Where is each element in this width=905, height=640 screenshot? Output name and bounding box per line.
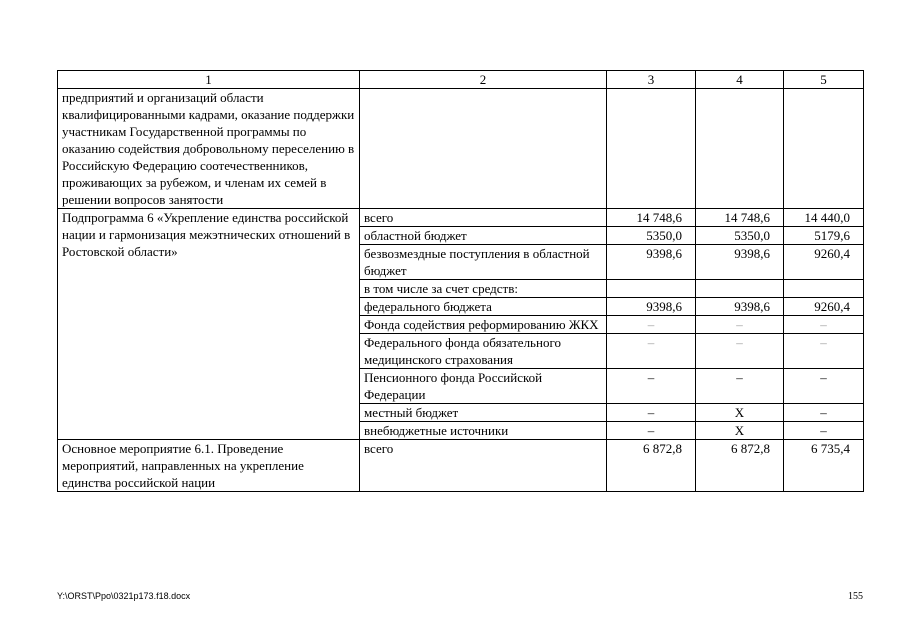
- source-cell: Пенсионного фонда Российской Федерации: [360, 369, 607, 404]
- value-cell: 9398,6: [696, 245, 784, 280]
- table-row: [58, 440, 864, 492]
- value-cell: [607, 89, 696, 209]
- source-cell: местный бюджет: [360, 404, 607, 422]
- value-cell: –: [784, 334, 864, 369]
- value-cell: 5350,0: [607, 227, 696, 245]
- column-number-row: [58, 71, 864, 89]
- value-cell: [784, 89, 864, 209]
- value-cell: –: [607, 404, 696, 422]
- source-cell: внебюджетные источники: [360, 422, 607, 440]
- budget-table: [57, 70, 864, 492]
- value-cell: –: [784, 316, 864, 334]
- value-cell: Х: [696, 422, 784, 440]
- value-cell: 9260,4: [784, 298, 864, 316]
- value-cell: –: [607, 369, 696, 404]
- source-cell: областной бюджет: [360, 227, 607, 245]
- value-cell: [784, 280, 864, 298]
- source-cell: Федерального фонда обязательного медицинского страхования: [360, 334, 607, 369]
- value-cell: 9398,6: [607, 298, 696, 316]
- table-row: [58, 209, 864, 227]
- value-cell: Х: [696, 404, 784, 422]
- subprogram-name-cell: Подпрограмма 6 «Укрепление единства российской нации и гармонизация межэтнических отношений в Ростовской области»: [58, 209, 360, 440]
- value-cell: 5179,6: [784, 227, 864, 245]
- column-number: 4: [696, 71, 784, 89]
- source-cell: в том числе за счет средств:: [360, 280, 607, 298]
- table-row: [58, 89, 864, 209]
- value-cell: –: [784, 404, 864, 422]
- action-name-cell: Основное мероприятие 6.1. Проведение мероприятий, направленных на укрепление единства российской нации: [58, 440, 360, 492]
- column-number: 1: [58, 71, 360, 89]
- value-cell: –: [696, 316, 784, 334]
- value-cell: –: [696, 369, 784, 404]
- source-cell: всего: [360, 209, 607, 227]
- value-cell: 14 748,6: [607, 209, 696, 227]
- value-cell: 6 872,8: [607, 440, 696, 492]
- column-number: 2: [360, 71, 607, 89]
- value-cell: 6 872,8: [696, 440, 784, 492]
- page-number: 155: [848, 591, 863, 602]
- source-cell: федерального бюджета: [360, 298, 607, 316]
- value-cell: 6 735,4: [784, 440, 864, 492]
- value-cell: –: [784, 369, 864, 404]
- value-cell: 14 748,6: [696, 209, 784, 227]
- value-cell: 5350,0: [696, 227, 784, 245]
- source-cell: [360, 89, 607, 209]
- file-path-footer: Y:\ORST\Ppo\0321p173.f18.docx: [57, 591, 191, 601]
- value-cell: –: [784, 422, 864, 440]
- column-number: 3: [607, 71, 696, 89]
- value-cell: –: [607, 422, 696, 440]
- program-name-cell: предприятий и организаций области квалифицированными кадрами, оказание поддержки участникам Государственной программы по оказанию содействия добровольному переселению в Российскую Федерацию соотечественников, проживающих за рубежом, и членам их семей в решении вопросов занятости: [58, 89, 360, 209]
- column-number: 5: [784, 71, 864, 89]
- value-cell: 9398,6: [696, 298, 784, 316]
- source-cell: Фонда содействия реформированию ЖКХ: [360, 316, 607, 334]
- value-cell: [607, 280, 696, 298]
- source-cell: всего: [360, 440, 607, 492]
- value-cell: –: [607, 316, 696, 334]
- source-cell: безвозмездные поступления в областной бюджет: [360, 245, 607, 280]
- value-cell: –: [607, 334, 696, 369]
- value-cell: 14 440,0: [784, 209, 864, 227]
- value-cell: [696, 280, 784, 298]
- value-cell: 9398,6: [607, 245, 696, 280]
- value-cell: –: [696, 334, 784, 369]
- value-cell: 9260,4: [784, 245, 864, 280]
- value-cell: [696, 89, 784, 209]
